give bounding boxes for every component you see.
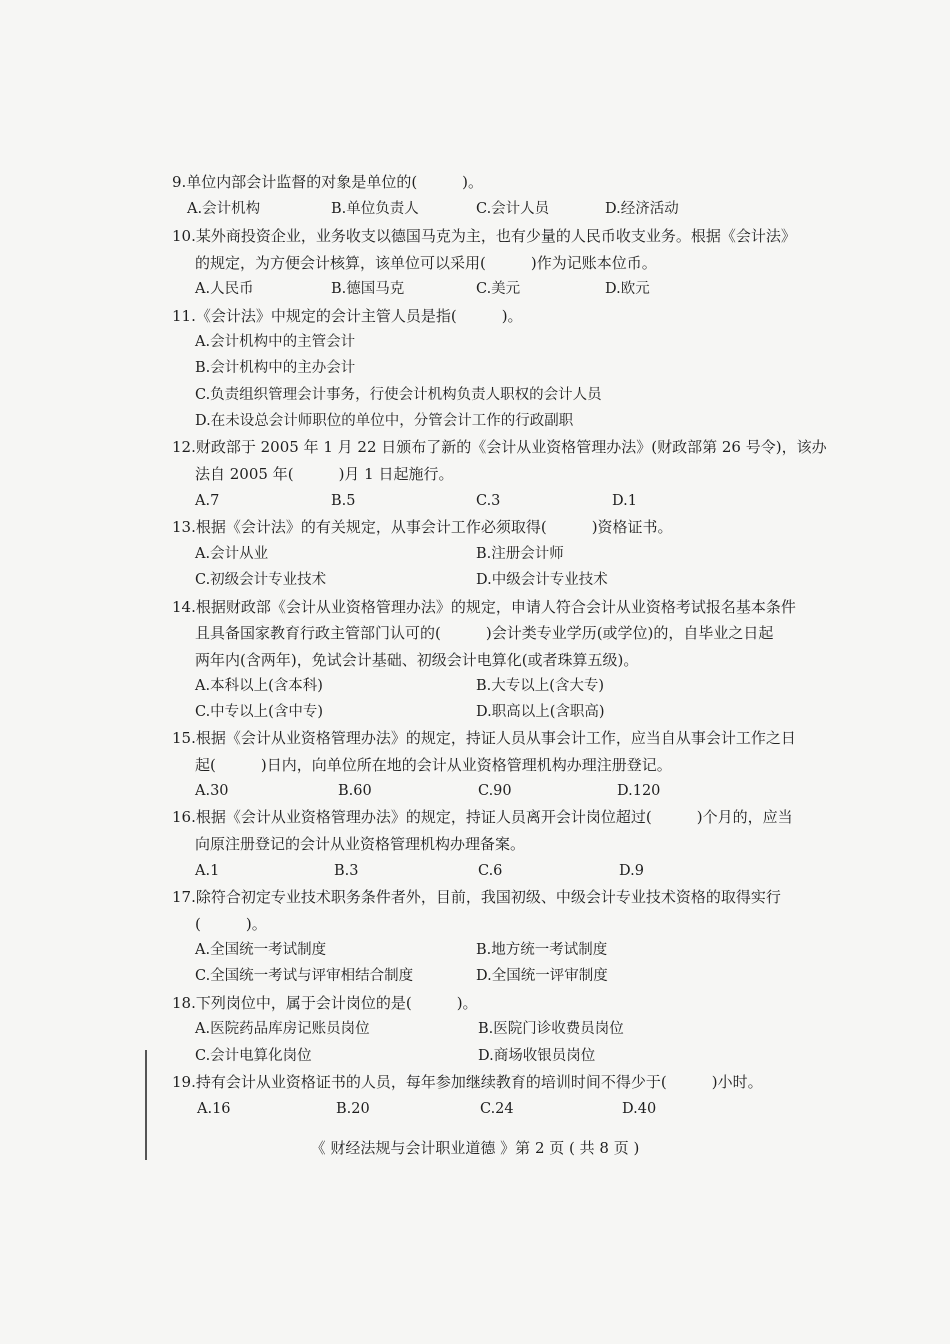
question-stem: 10.某外商投资企业，业务收支以德国马克为主，也有少量的人民币收支业务。根据《会计法》: [172, 227, 796, 245]
page-footer: 《 财经法规与会计职业道德 》第 2 页 ( 共 8 页 ): [310, 1139, 640, 1157]
option-c: C.中专以上(含中专): [195, 704, 324, 720]
option-b: B.单位负责人: [331, 201, 419, 217]
option-b: B.5: [331, 493, 356, 509]
option-b: B.大专以上(含大专): [476, 678, 605, 694]
option-a: A.1: [195, 863, 220, 879]
option-b: B.地方统一考试制度: [476, 942, 608, 958]
option-d: D.职高以上(含职高): [476, 704, 605, 720]
option-a: A.16: [197, 1101, 231, 1117]
option-b: B.60: [338, 783, 372, 799]
option-d: D.9: [619, 863, 644, 879]
question-stem: 14.根据财政部《会计从业资格管理办法》的规定，申请人符合会计从业资格考试报名基本条件: [172, 598, 796, 616]
option-c: C.24: [480, 1101, 514, 1117]
option-a: A.人民币: [195, 281, 254, 297]
question-stem-continued: 向原注册登记的会计从业资格管理机构办理备案。: [195, 835, 526, 853]
option-d: D.120: [617, 783, 661, 799]
option-c: C.负责组织管理会计事务，行使会计机构负责人职权的会计人员: [195, 387, 602, 403]
question-stem: 12.财政部于 2005 年 1 月 22 日颁布了新的《会计从业资格管理办法》(财政部第 26 号令)，该办: [172, 438, 827, 456]
option-c: C.会计电算化岗位: [195, 1048, 312, 1064]
option-d: D.1: [612, 493, 637, 509]
option-d: D.在未设总会计师职位的单位中，分管会计工作的行政副职: [195, 413, 574, 429]
option-a: A.会计机构: [187, 201, 261, 217]
option-c: C.6: [478, 863, 503, 879]
option-a: A.医院药品库房记账员岗位: [195, 1021, 370, 1037]
question-stem: 17.除符合初定专业技术职务条件者外，目前，我国初级、中级会计专业技术资格的取得实行: [172, 888, 781, 906]
option-d: D.经济活动: [605, 201, 679, 217]
question-stem-continued: 的规定，为方便会计核算，该单位可以采用( )作为记账本位币。: [195, 254, 657, 272]
option-a: A.会计从业: [195, 546, 269, 562]
option-c: C.3: [476, 493, 501, 509]
question-stem-continued: ( )。: [195, 915, 267, 933]
question-stem: 15.根据《会计从业资格管理办法》的规定，持证人员从事会计工作，应当自从事会计工作之日: [172, 729, 796, 747]
option-b: B.医院门诊收费员岗位: [478, 1021, 624, 1037]
question-stem: 19.持有会计从业资格证书的人员，每年参加继续教育的培训时间不得少于( )小时。: [172, 1073, 763, 1091]
question-stem-continued: 且具备国家教育行政主管部门认可的( )会计类专业学历(或学位)的，自毕业之日起: [195, 624, 774, 642]
option-c: C.全国统一考试与评审相结合制度: [195, 968, 414, 984]
question-stem: 9.单位内部会计监督的对象是单位的( )。: [172, 173, 484, 191]
option-c: C.美元: [476, 281, 521, 297]
option-c: C.会计人员: [476, 201, 550, 217]
option-a: A.7: [195, 493, 220, 509]
option-a: A.会计机构中的主管会计: [195, 334, 356, 350]
option-d: D.欧元: [605, 281, 650, 297]
option-b: B.注册会计师: [476, 546, 564, 562]
question-stem-continued: 两年内(含两年)，免试会计基础、初级会计电算化(或者珠算五级)。: [195, 651, 639, 669]
option-b: B.20: [336, 1101, 370, 1117]
option-a: A.全国统一考试制度: [195, 942, 327, 958]
question-stem: 16.根据《会计从业资格管理办法》的规定，持证人员离开会计岗位超过( )个月的，应当: [172, 808, 793, 826]
option-b: B.会计机构中的主办会计: [195, 360, 356, 376]
option-d: D.全国统一评审制度: [476, 968, 608, 984]
question-stem-continued: 法自 2005 年( )月 1 日起施行。: [195, 465, 454, 483]
option-d: D.中级会计专业技术: [476, 572, 608, 588]
option-a: A.本科以上(含本科): [195, 678, 323, 694]
option-c: C.初级会计专业技术: [195, 572, 327, 588]
question-stem: 18.下列岗位中，属于会计岗位的是( )。: [172, 994, 478, 1012]
option-a: A.30: [195, 783, 229, 799]
option-c: C.90: [478, 783, 512, 799]
option-b: B.德国马克: [331, 281, 405, 297]
question-stem: 11.《会计法》中规定的会计主管人员是指( )。: [172, 307, 523, 325]
option-b: B.3: [334, 863, 359, 879]
question-stem: 13.根据《会计法》的有关规定，从事会计工作必须取得( )资格证书。: [172, 518, 673, 536]
option-d: D.40: [622, 1101, 657, 1117]
question-stem-continued: 起( )日内，向单位所在地的会计从业资格管理机构办理注册登记。: [195, 756, 672, 774]
option-d: D.商场收银员岗位: [478, 1048, 596, 1064]
